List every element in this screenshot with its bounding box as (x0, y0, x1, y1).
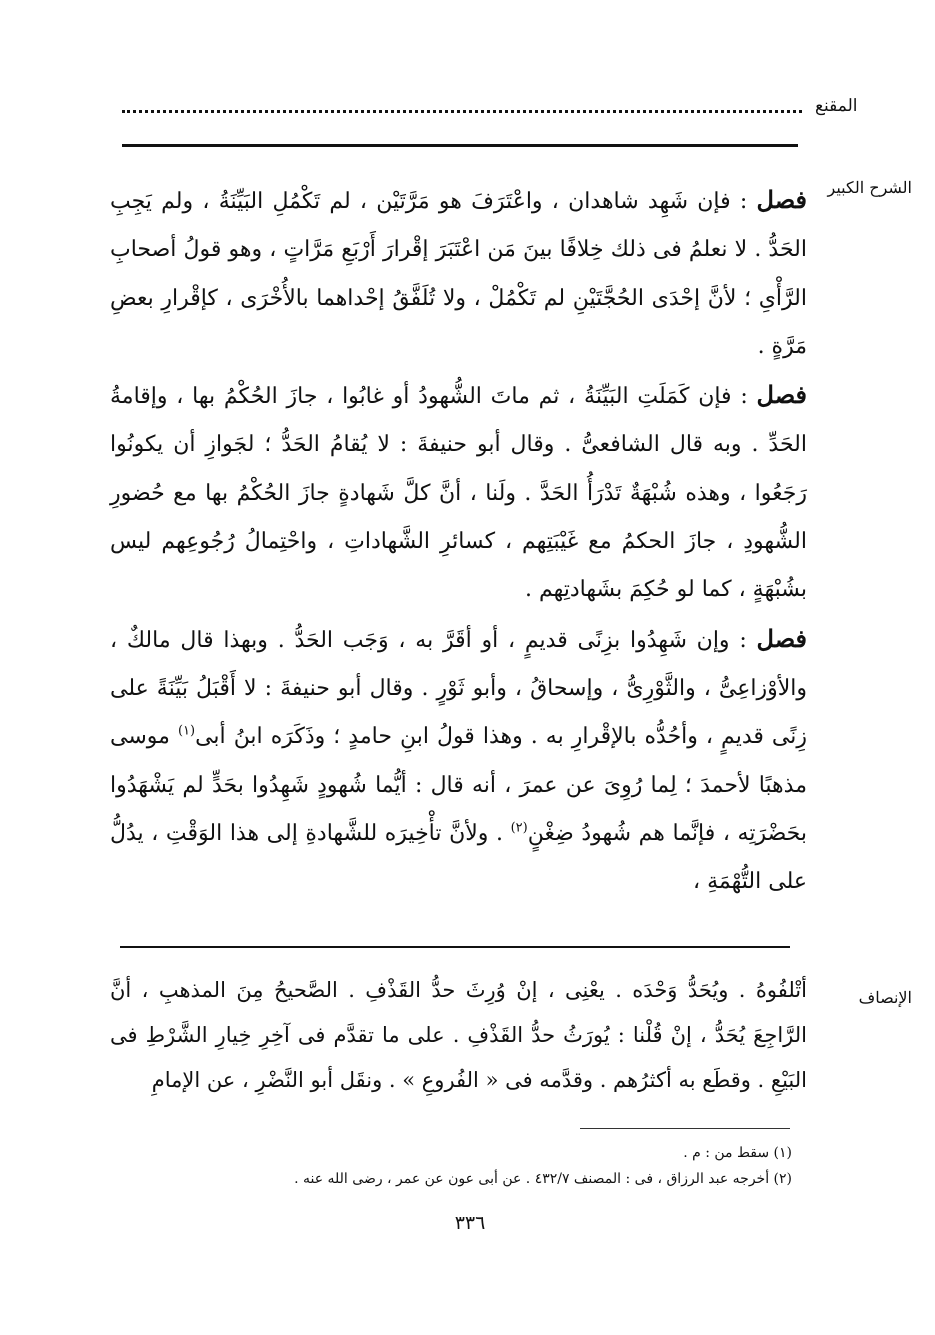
footnote-1: (١) سقط من : م . (683, 1145, 792, 1161)
footnote-2: (٢) أخرجه عبد الرزاق ، فى : المصنف ٤٣٢/٧ . عن أبى عون عن عمر ، رضى الله عنه . (294, 1171, 792, 1187)
section-text: : فإن كَمَلَتِ البَيِّنَةُ ، ثم ماتَ الشُّهودُ أو غابُوا ، جازَ الحُكْمُ بها ، وإقامةُ الحَدِّ . وبه قال الشافعىُّ . وقال أبو حنيفةَ : لا يُقامُ الحَدُّ ؛ لجَوازِ أن يكونُوا رَجَعُوا ، وهذه شُبْهَةٌ تَدْرَأُ الحَدَّ . ولَنا ، أنَّ كلَّ شَهادةٍ جازَ الحُكْمُ بها مع حُضورِ الشُّهودِ ، جازَ الحكمُ مع غَيْبَتِهم ، كسائرِ الشَّهاداتِ ، واحْتِمالُ رُجُوعِهم ليس بشُبْهَةٍ ، كما لو حُكِمَ بشَهادتِهم . (110, 384, 807, 603)
section-text: : وإن شَهِدُوا بزِنًى قديمٍ ، أو أقَرَّ به ، وَجَب الحَدُّ . وبهذا قال مالكٌ ، والأوْزاعِىُّ ، والثَّوْرِىُّ ، وإسحاقُ ، وأبو ثَوْرٍ . وقال أبو حنيفةَ : لا أَقْبَلُ بَيِّنَةً على زِنًى قديمٍ ، وأحُدُّه بالإقْرارِ به . وهذا قولُ ابنِ حامدٍ ؛ وذَكَرَه ابنُ أبى (110, 627, 807, 750)
section-text: : فإن شَهِد شاهدان ، واعْتَرَفَ هو مَرَّتَيْن ، لم تَكْمُلِ البَيِّنَةُ ، ولم يَجِبِ الحَدُّ . لا نعلمُ فى ذلك خِلافًا بينَ مَن اعْتَبَرَ إقْرارَ أَرْبَعِ مَرَّاتٍ ، وهو قولُ أصحابِ الرَّأْىِ ؛ لأنَّ إحْدَى الحُجَّتَيْنِ لم تَكْمُلْ ، ولا تُلَفَّقُ إحْداهما بالأُخْرَى ، كإقْرارِ بعضِ مَرَّةٍ . (110, 189, 807, 359)
header-rule (122, 144, 798, 147)
footnote-ref: (٢) (510, 820, 528, 836)
page-number: ٣٣٦ (454, 1212, 486, 1234)
insaf-text: أتْلفُوهُ . ويُحَدُّ وَحْدَه . يعْنِى ، إنْ وُرِثَ حدُّ القَذْفِ . الصَّحيحُ مِنَ المذهبِ ، أنَّ الرَّاجِعَ يُحَدُّ ، إنْ قُلْنا : يُورَثُ حدُّ القَذْفِ . على ما تقدَّم فى آخِرِ خِيارِ الشَّرْطِ فى البَيْعِ . وقطَع به أكثرُهم . وقدَّمه فى « الفُروعِ » . ونقَل أبو النَّضْرِ ، عن الإمامِ (110, 978, 807, 1092)
header-dotted-line (122, 100, 802, 113)
footnotes (160, 1140, 792, 1192)
section-text: . ولأنَّ تأْخِيرَه للشَّهادةِ إلى هذا الوَقْتِ ، يدُلُّ على التُّهْمَةِ ، (110, 820, 807, 895)
section-heading: فصل (756, 623, 807, 653)
main-commentary (110, 176, 807, 906)
section-heading: فصل (756, 185, 807, 214)
footnote-rule (580, 1128, 790, 1129)
section-text: موسى مذهبًا لأحمدَ ؛ لِما رُوِىَ عن عمرَ ، أنه قال : أيُّما شُهودٍ شَهِدُوا بحَدٍّ لم يَشْهَدُوا بحَضْرَتِه ، فإنَّما هم شُهودُ ضِغْنٍ (110, 724, 807, 846)
section-heading: فصل (756, 380, 807, 410)
section-divider (120, 946, 790, 948)
sharh-side-label: الشرح الكبير (827, 178, 912, 197)
section-2 (110, 371, 807, 614)
insaf-side-label: الإنصاف (858, 988, 912, 1007)
book-title-header: المقنع (815, 96, 858, 116)
section-3 (110, 615, 807, 907)
section-1 (110, 176, 807, 371)
footnote-ref: (١) (177, 723, 196, 739)
